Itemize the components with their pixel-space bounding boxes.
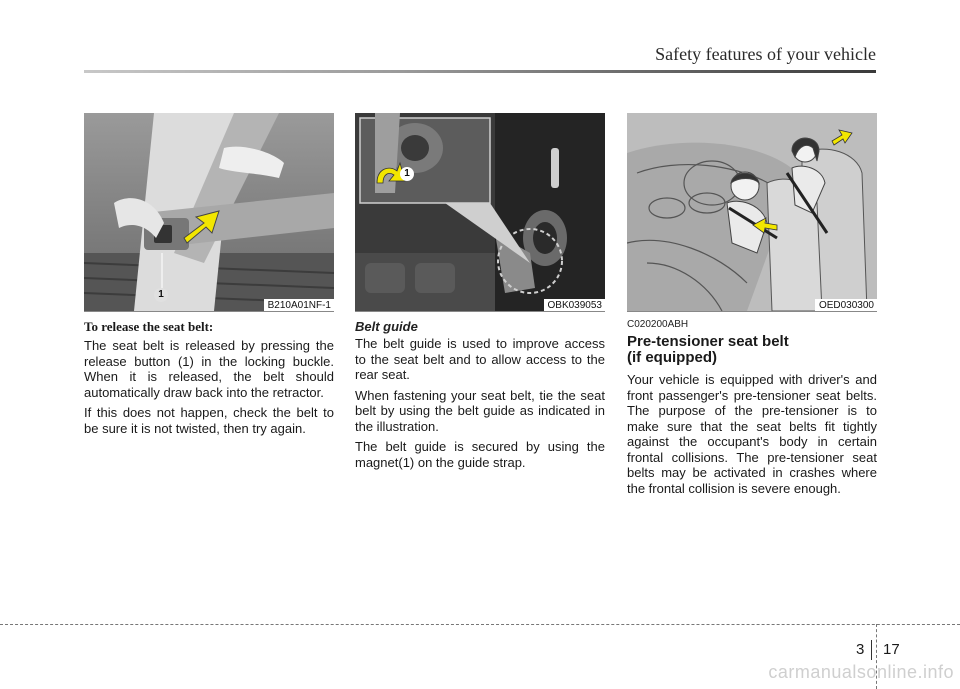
figure-code: OBK039053	[544, 299, 606, 311]
pretensioner-illustration	[627, 113, 877, 311]
section-heading: Belt guide	[355, 319, 418, 334]
section-heading-line1: Pre-tensioner seat belt	[627, 333, 789, 350]
section-heading	[627, 334, 877, 366]
watermark: carmanualsonline.info	[768, 662, 954, 682]
callout-1: 1	[154, 288, 168, 302]
paragraph: Your vehicle is equipped with driver's and front passenger's pre-tensioner seat belts. The purpose of the pre-tensioner is to make sure that the seat belts fit tightly against the occupant's body in certain frontal collisions. The pre-tensioner seat belts may be activated in crashes where the frontal collision is severe enough.	[627, 372, 877, 496]
column-release-seat-belt	[84, 113, 334, 441]
seat-belt-release-illustration	[84, 113, 334, 311]
section-heading-line2: (if equipped)	[627, 349, 717, 366]
header-rule	[84, 70, 876, 73]
figure-code: OED030300	[815, 299, 877, 311]
paragraph: The seat belt is released by pressing the release button (1) in the locking buckle. When it is released, the belt should automatically draw back into the retractor.	[84, 338, 334, 400]
figure-code: B210A01NF-1	[264, 299, 334, 311]
page-header-title: Safety features of your vehicle	[655, 44, 876, 64]
reference-code: C020200ABH	[627, 319, 689, 330]
page-number-separator	[871, 640, 872, 660]
column-belt-guide	[355, 113, 605, 475]
paragraph: If this does not happen, check the belt to be sure it is not twisted, then try again.	[84, 405, 334, 436]
footer-rule	[0, 624, 960, 625]
page-number: 17	[883, 641, 900, 658]
paragraph: The belt guide is used to improve access to the seat belt and to allow access to the rear seat.	[355, 336, 605, 382]
belt-guide-illustration	[355, 113, 605, 311]
callout-1: 1	[400, 167, 414, 181]
chapter-number: 3	[856, 641, 865, 658]
figure-pretensioner	[627, 113, 877, 312]
figure-seat-belt-release	[84, 113, 334, 312]
section-heading: To release the seat belt:	[84, 319, 214, 334]
paragraph: When fastening your seat belt, tie the seat belt by using the belt guide as indicated in the illustration.	[355, 387, 605, 434]
paragraph: The belt guide is secured by using the magnet(1) on the guide strap.	[355, 439, 605, 470]
figure-belt-guide	[355, 113, 605, 312]
column-pretensioner	[627, 113, 877, 501]
